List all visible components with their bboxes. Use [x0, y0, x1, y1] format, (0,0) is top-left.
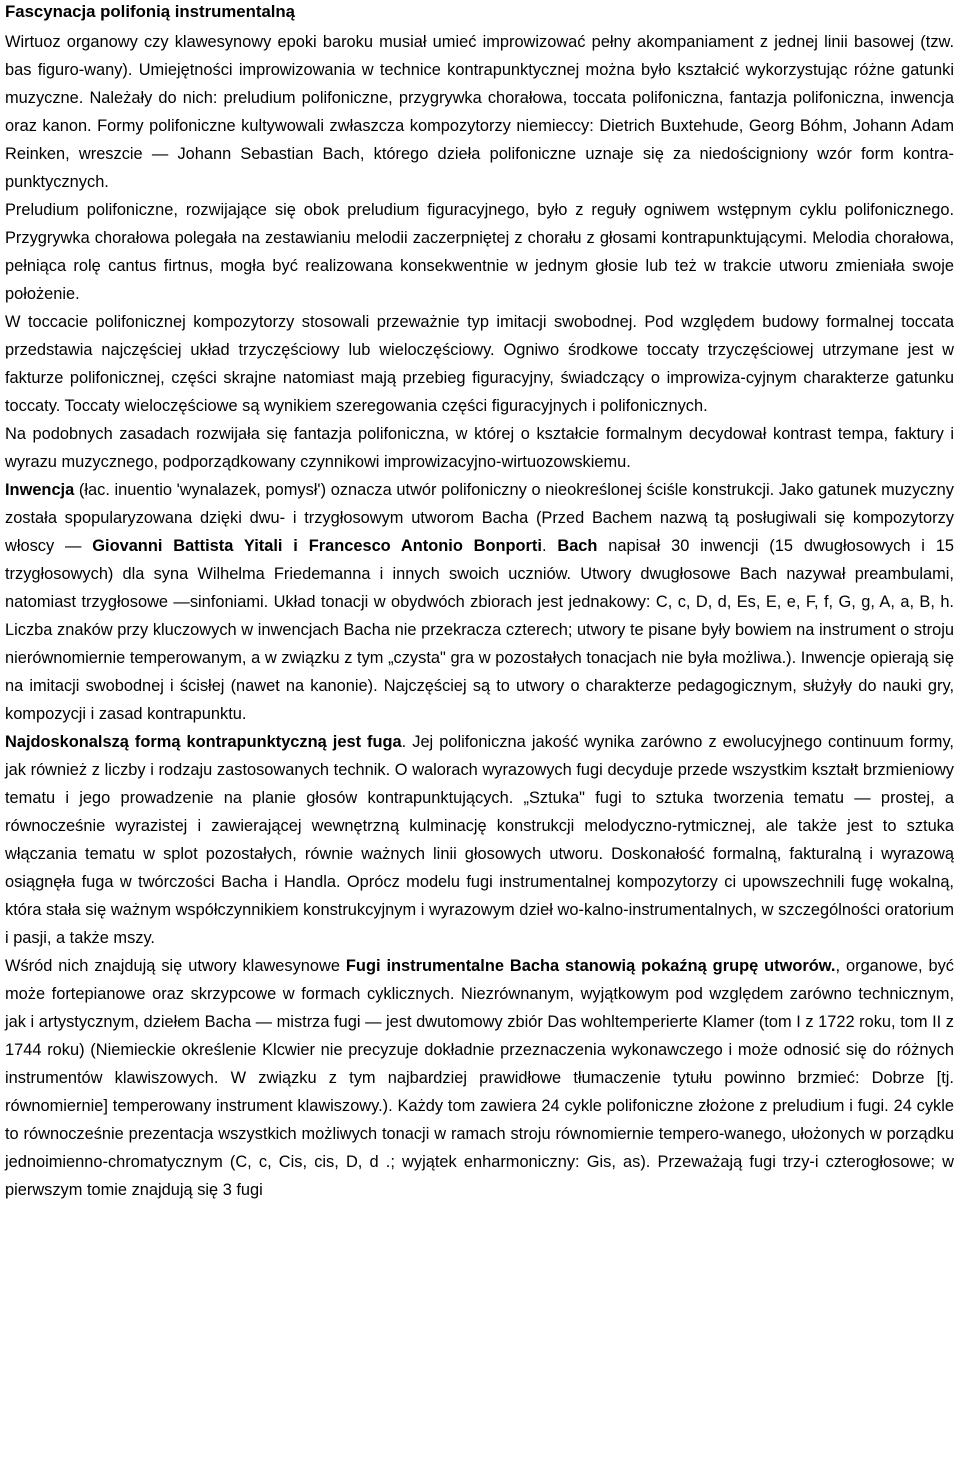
paragraph [5, 420, 954, 476]
text-run: . Jej polifoniczna jakość wynika zarówno z ewolucyjnego continuum formy, jak również z liczby i rodzaju zastosowanych technik. O walorach wyrazowych fugi decyduje przede wszystkim kształt brzmieniowy tematu i jego prowadzenie na planie głosów kontrapunktujących. „Sztuka" fugi to sztuka tworzenia tematu — prostej, a równocześnie wyrazistej i zawierającej wewnętrzną kulminację konstrukcji melodyczno-rytmicznej, ale także jest to sztuka włączania tematu w splot pozostałych, równie ważnych linii głosowych utworu. Doskonałość formalną, fakturalną i wyrazową osiągnęła fuga w twórczości Bacha i Handla. Oprócz modelu fugi instrumentalnej kompozytorzy ci upowszechnili fugę wokalną, która stała się ważnym współczynnikiem konstrukcyjnym i wyrazowym dzieł wo-kalno-instrumentalnych, w szczególności oratorium i pasji, a także mszy. [5, 733, 954, 947]
paragraph [5, 28, 954, 196]
bold-text-run: Bach [557, 537, 598, 555]
paragraph [5, 196, 954, 308]
text-run: . [541, 537, 558, 555]
text-run: Wirtuoz organowy czy klawesynowy epoki baroku musiał umieć improwizować pełny akompaniament z jednej linii basowej (tzw. bas figuro-wany). Umiejętności improwizowania w technice kontrapunktycznej można było kształcić wykorzystując różne gatunki muzyczne. Należały do nich: preludium polifoniczne, przygrywka chorałowa, toccata polifoniczna, fantazja polifoniczna, inwencja oraz kanon. Formy polifoniczne kultywowali zwłaszcza kompozytorzy niemieccy: Dietrich Buxtehude, Georg Bóhm, Johann Adam Reinken, wreszcie — Johann Sebastian Bach, którego dzieła polifoniczne uznaje się za niedościgniony wzór form kontra-punktycznych. [5, 33, 954, 191]
text-run: W toccacie polifonicznej kompozytorzy stosowali przeważnie typ imitacji swobodnej. Pod względem budowy formalnej toccata przedstawia najczęściej układ trzyczęściowy lub wieloczęściowy. Ogniwo środkowe toccaty trzyczęściowej utrzymane jest w fakturze polifonicznej, części skrajne natomiast mają przebieg figuracyjny, świadczący o improwiza-cyjnym charakterze gatunku toccaty. Toccaty wieloczęściowe są wynikiem szeregowania części figuracyjnych i polifonicznych. [5, 313, 954, 415]
paragraph [5, 476, 954, 728]
document-body [5, 28, 954, 1204]
text-run: (łac. inuentio 'wynalazek, pomysł') oznacza utwór polifoniczny o nieokreślonej ściśle konstrukcji. Jako gatunek muzyczny została spopularyzowana dzięki dwu- i trzygłosowym utworom Bacha (Przed Bachem nazwą tą posługiwali się kompozytorzy włoscy — [5, 481, 954, 555]
paragraph [5, 308, 954, 420]
paragraph [5, 728, 954, 952]
paragraph [5, 952, 954, 1204]
bold-text-run: Giovanni Battista Yitali i Francesco Antonio Bonporti [92, 537, 542, 555]
bold-text-run: Inwencja [5, 481, 75, 499]
bold-text-run: Najdoskonalszą formą kontrapunktyczną jest fuga [5, 733, 402, 751]
text-run: napisał 30 inwencji (15 dwugłosowych i 15 trzygłosowych) dla syna Wilhelma Friedemanna i innych swoich uczniów. Utwory dwugłosowe Bach nazywał preambulami, natomiast trzygłosowe —sinfoniami. Układ tonacji w obydwóch zbiorach jest jednakowy: C, c, D, d, Es, E, e, F, f, G, g, A, a, B, h. Liczba znaków przy kluczowych w inwencjach Bacha nie przekracza czterech; utwory te pisane były bowiem na instrument o stroju nierównomiernie temperowanym, a w związku z tym „czysta" gra w pozostałych tonacjach nie była możliwa.). Inwencje opierają się na imitacji swobodnej i ścisłej (nawet na kanonie). Najczęściej są to utwory o charakterze pedagogicznym, służyły do nauki gry, kompozycji i zasad kontrapunktu. [5, 537, 955, 723]
document-title: Fascynacja polifonią instrumentalną [5, 2, 296, 21]
text-run: Preludium polifoniczne, rozwijające się obok preludium figuracyjnego, było z reguły ogniwem wstępnym cyklu polifonicznego. Przygrywka chorałowa polegała na zestawianiu melodii zaczerpniętej z chorału z głosami kontrapunktującymi. Melodia chorałowa, pełniąca rolę cantus firtnus, mogła być realizowana konsekwentnie w jednym głosie lub też w trakcie utworu zmieniała swoje położenie. [5, 201, 954, 303]
text-run: , organowe, być może fortepianowe oraz skrzypcowe w formach cyklicznych. Niezrównanym, wyjątkowym pod względem zarówno technicznym, jak i artystycznym, dziełem Bacha — mistrza fugi — jest dwutomowy zbiór Das wohltemperierte Klamer (tom I z 1722 roku, tom II z 1744 roku) (Niemieckie określenie Klcwier nie precyzuje dokładnie przeznaczenia wykonawczego i może odnosić się do różnych instrumentów klawiszowych. W związku z tym najbardziej prawidłowe tłumaczenie tytułu powinno brzmieć: Dobrze [tj. równomiernie] temperowany instrument klawiszowy.). Każdy tom zawiera 24 cykle polifoniczne złożone z preludium i fugi. 24 cykle to równocześnie prezentacja wszystkich możliwych tonacji w ramach stroju równomiernie tempero-wanego, ułożonych w porządku jednoimienno-chromatycznym (C, c, Cis, cis, D, d .; wyjątek enharmoniczny: Gis, as). Przeważają fugi trzy-i czterogłosowe; w pierwszym tomie znajdują się 3 fugi [5, 957, 954, 1199]
bold-text-run: Fugi instrumentalne Bacha stanowią pokaźną grupę utworów. [345, 957, 836, 975]
text-run: Na podobnych zasadach rozwijała się fantazja polifoniczna, w której o kształcie formalnym decydował kontrast tempa, faktury i wyrazu muzycznego, podporządkowany czynnikowi improwizacyjno-wirtuozowskiemu. [5, 425, 954, 471]
text-run: Wśród nich znajdują się utwory klawesynowe [5, 957, 346, 975]
